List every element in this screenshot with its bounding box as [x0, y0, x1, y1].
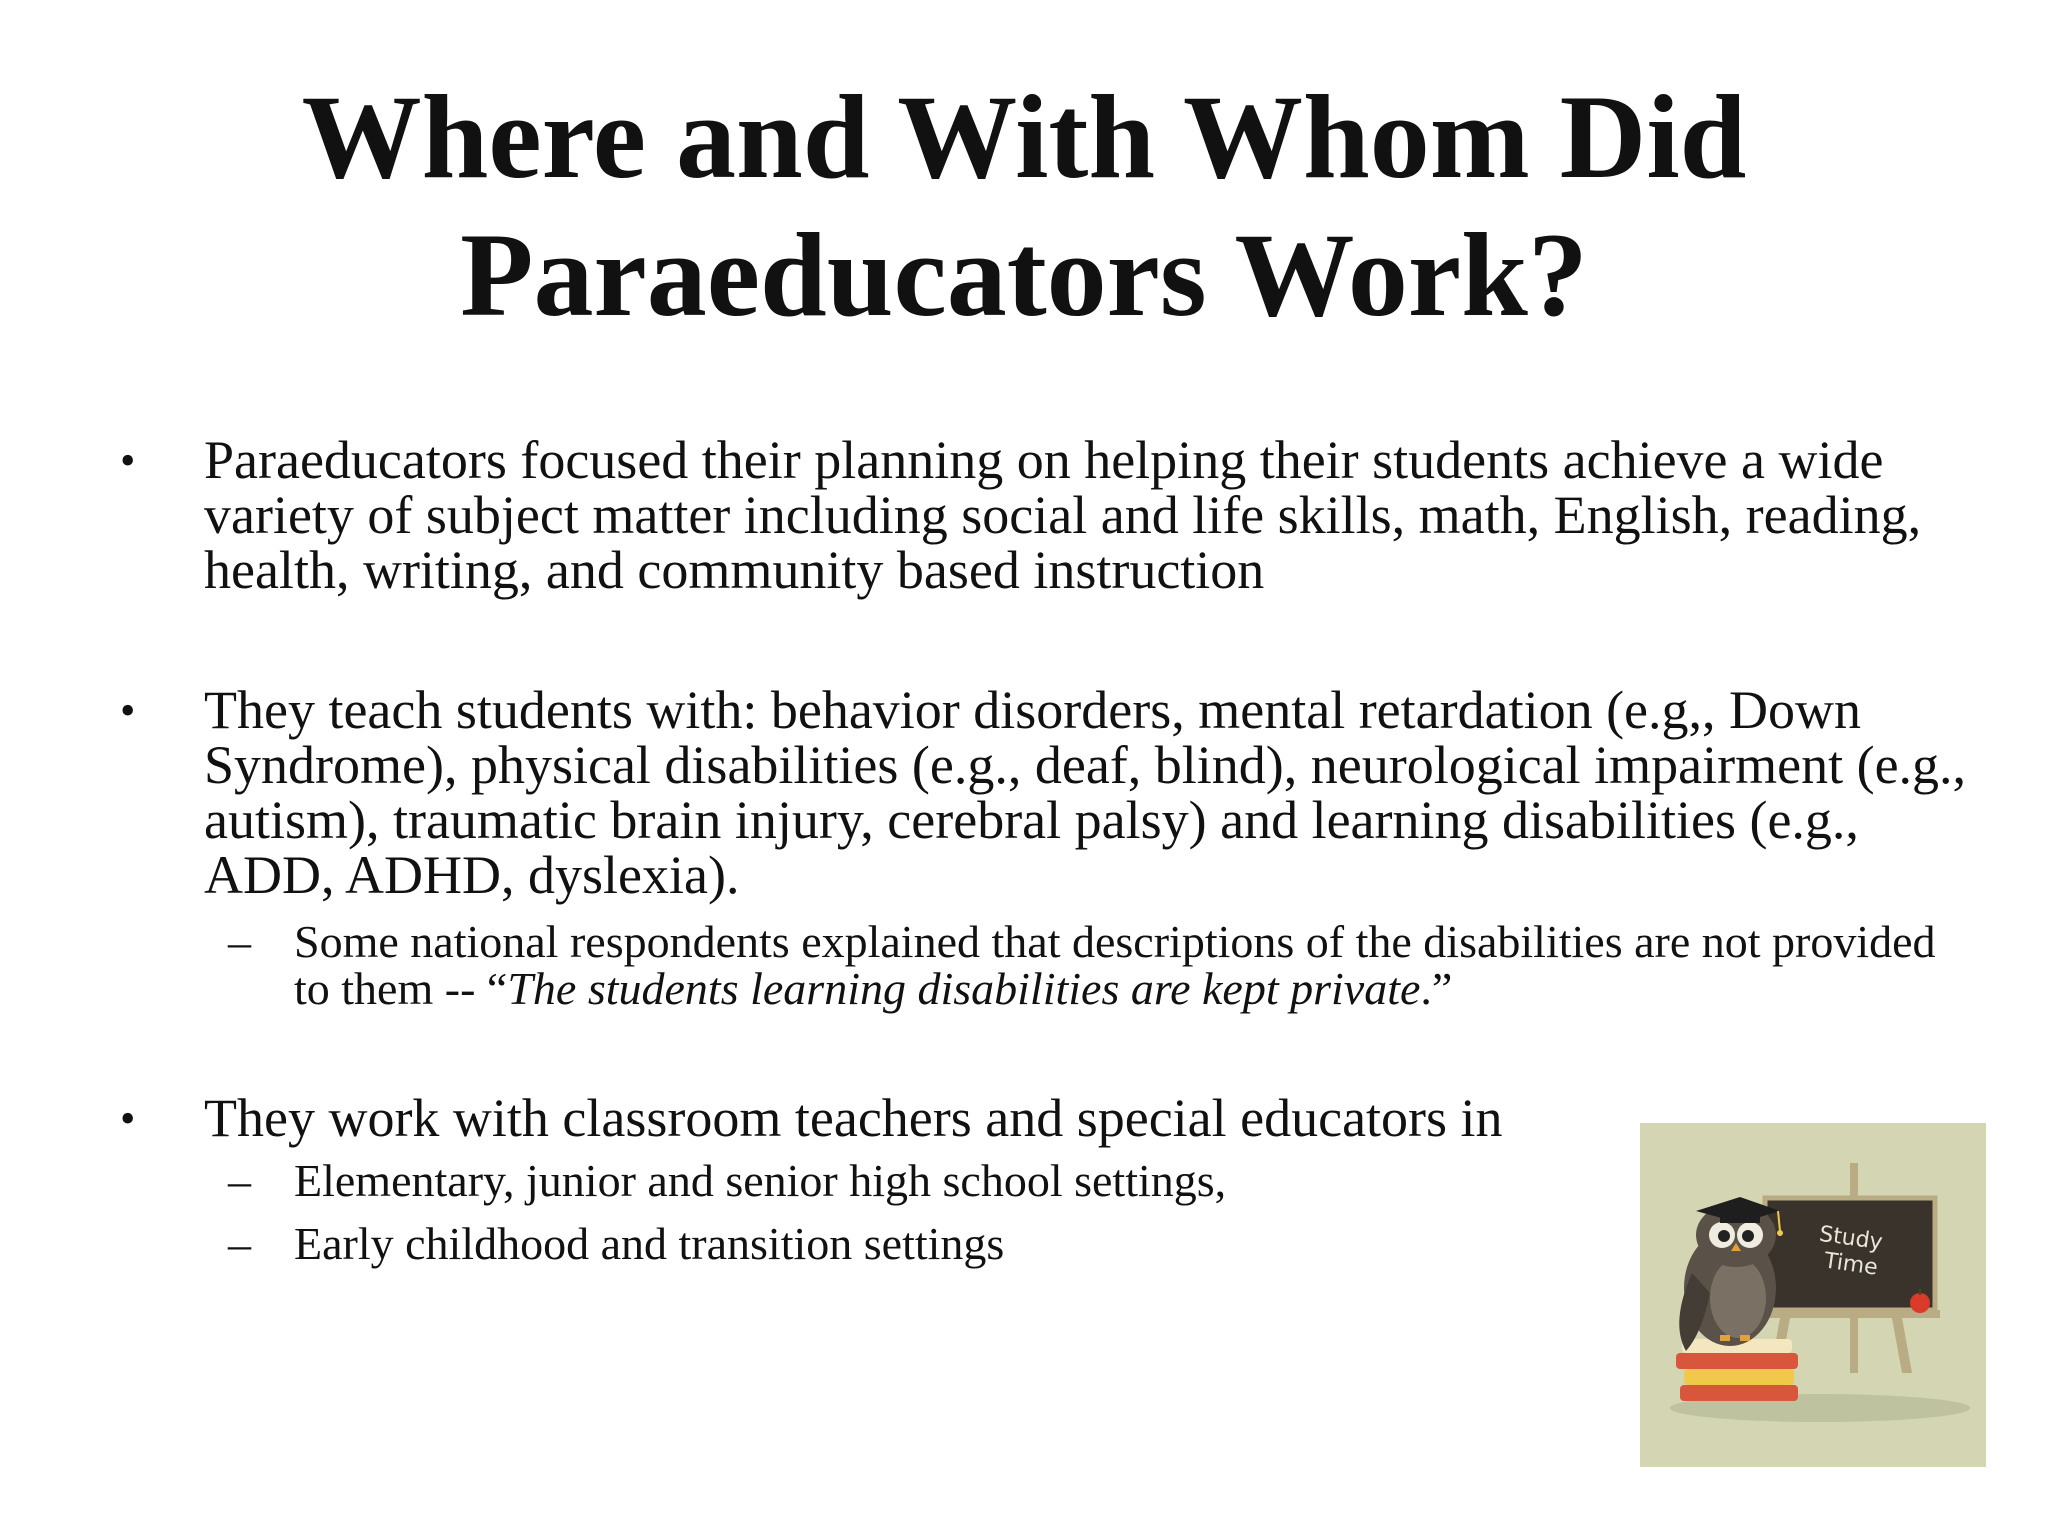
study-time-illustration — [1640, 1123, 1986, 1467]
sub-bullet-text — [294, 918, 1978, 1012]
sub-bullet-text: Elementary, junior and senior high school settings, — [294, 1155, 1227, 1206]
sub-bullet-marker: – — [228, 1218, 251, 1269]
bullet-text: Paraeducators focused their planning on helping their students achieve a wide variety of subject matter including social and life skills, math, English, reading, health, writing, and community based instruction — [204, 430, 1922, 600]
sub-text-italic-quote: The students learning disabilities are kept private — [507, 963, 1421, 1014]
apple-icon — [1910, 1293, 1930, 1313]
bullet-marker: • — [120, 1094, 136, 1143]
chalkboard-text-study: Study — [1817, 1221, 1885, 1256]
bullet-text: They teach students with: behavior disorders, mental retardation (e.g,, Down Syndrome), physical disabilities (e.g., deaf, blind), neurological impairment (e.g., autism), traumatic brain injury, cerebral palsy) and learning disabilities (e.g., ADD, ADHD, dyslexia). — [204, 680, 1967, 905]
sub-bullet-marker: – — [228, 1155, 251, 1206]
title-line-2: Paraeducators Work? — [460, 208, 1588, 341]
sub-bullet-transition-settings — [228, 1220, 1578, 1267]
bullet-item-settings — [120, 1088, 1620, 1148]
owl-chalkboard-image — [1640, 1123, 1986, 1467]
sub-bullet-respondents — [228, 918, 1978, 1012]
sub-text-after: .” — [1420, 963, 1453, 1014]
sub-bullet-text: Early childhood and transition settings — [294, 1218, 1005, 1269]
sub-text-before: Some national respondents explained that descriptions of the disabilities are not provided to them -- “ — [294, 916, 1936, 1014]
slide-title — [0, 68, 2048, 344]
bullet-marker: • — [120, 686, 136, 735]
bullet-item-subject-matter — [120, 430, 1970, 600]
sub-bullet-school-settings — [228, 1157, 1578, 1204]
title-line-1: Where and With Whom Did — [301, 70, 1747, 203]
bullet-text: They work with classroom teachers and special educators in — [204, 1088, 1503, 1148]
book-icon — [1680, 1385, 1798, 1401]
bullet-item-disabilities — [120, 680, 1970, 905]
chalkboard-text-time: Time — [1822, 1248, 1880, 1281]
sub-bullet-marker: – — [228, 916, 251, 967]
bullet-marker: • — [120, 436, 136, 485]
